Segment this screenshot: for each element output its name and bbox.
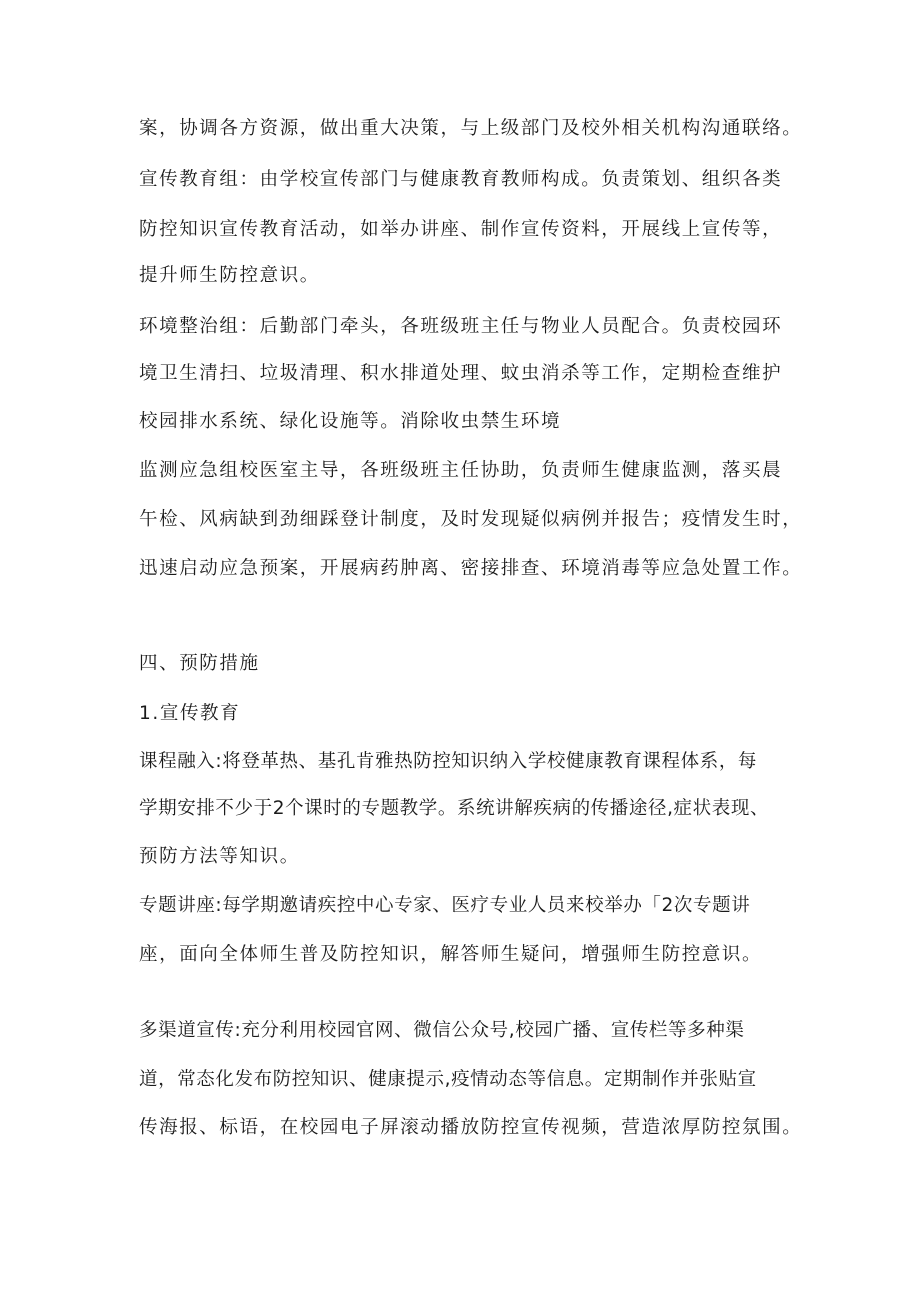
text-line: 境卫生清扫、垃圾清理、积水排道处理、蚊虫消杀等工作，定期检查维护 — [139, 363, 783, 384]
text-line: 环境整治组：后勤部门牵头，各班级班主任与物业人员配合。负责校园环 — [139, 316, 783, 337]
text-line: 专题讲座:每学期邀请疾控中心专家、医疗专业人员来校举办「2次专题讲 — [139, 895, 751, 916]
text-line: 课程融入:将登革热、基孔肯雅热防控知识纳入学校健康教育课程体系，每 — [139, 751, 758, 772]
text-line: 校园排水系统、绿化设施等。消除收虫禁生环境 — [139, 411, 562, 432]
text-line: 座，面向全体师生普及防控知识，解答师生疑问，增强师生防控意识。 — [139, 944, 763, 965]
text-line: 传海报、标语，在校园电子屏滚动播放防控宣传视频，营造浓厚防控氛围。 — [139, 1117, 803, 1138]
text-line: 监测应急组校医室主导，各班级班主任协助，负责师生健康监测，落买晨 — [139, 460, 783, 481]
text-line: 提升师生防控意识。 — [139, 265, 320, 286]
subsection-heading: 1.宣传教育 — [139, 703, 241, 724]
text-line: 案，协调各方资源，做出重大决策，与上级部门及校外相关机构沟通联络。 — [139, 118, 803, 139]
text-line: 防控知识宣传教育活动，如举办讲座、制作宣传资料，开展线上宣传等， — [139, 219, 783, 240]
text-line: 预防方法等知识。 — [139, 846, 300, 867]
text-line: 宣传教育组：由学校宣传部门与健康教育教师构成。负责策划、组织各类 — [139, 169, 783, 190]
text-line: 午检、风病缺到劲细踩登计制度，及时发现疑似病例并报告；疫情发生时， — [139, 509, 803, 530]
text-line: 学期安排不少于2个课时的专题教学。系统讲解疾病的传播途径,症状表现、 — [139, 798, 770, 819]
text-line: 迅速启动应急预案，开展病药肿离、密接排查、环境消毒等应急处置工作。 — [139, 558, 803, 579]
section-heading: 四、预防措施 — [139, 653, 260, 674]
text-line: 多渠道宣传:充分利用校园官网、微信公众号,校园广播、宣传栏等多种渠 — [139, 1020, 745, 1041]
text-line: 道，常态化发布防控知识、健康提示,疫情动态等信息。定期制作并张贴宣 — [139, 1069, 757, 1090]
